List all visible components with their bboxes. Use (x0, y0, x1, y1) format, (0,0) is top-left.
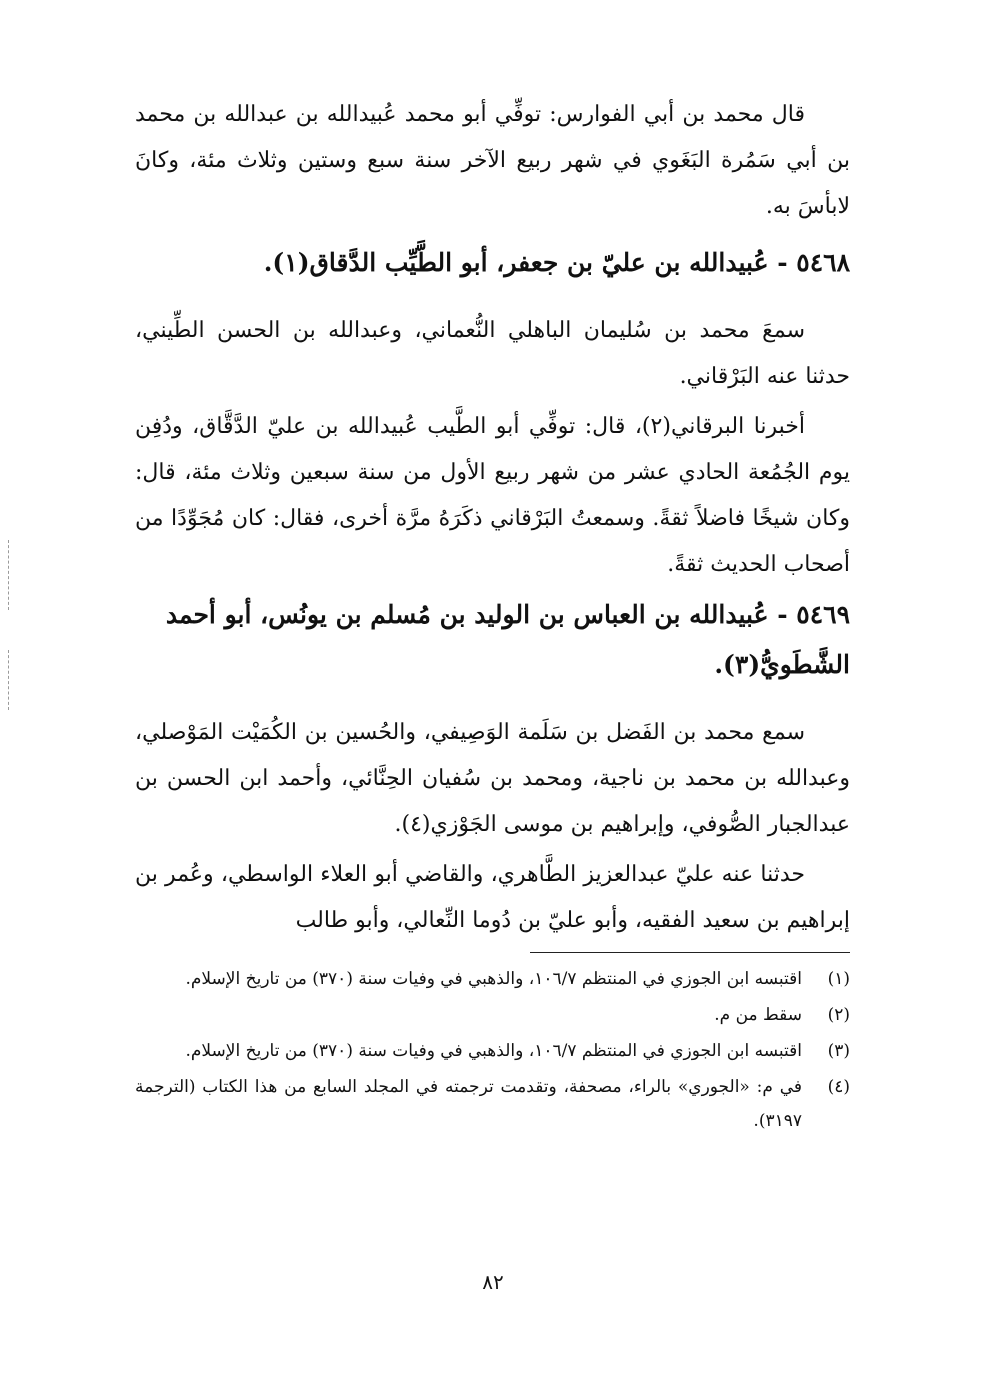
footnote-3 (135, 1034, 850, 1068)
footnote-number: (٢) (827, 1005, 850, 1025)
footnotes (135, 962, 850, 1140)
footnote-2 (135, 998, 850, 1032)
footnote-number: (١) (827, 969, 850, 989)
crop-mark (8, 540, 9, 610)
paragraph-5: حدثنا عنه عليّ عبدالعزيز الطَّاهري، والقاضي أبو العلاء الواسطي، وعُمر بن إبراهيم بن سعيد الفقيه، وأبو عليّ بن دُوما النِّعالي، وأبو طالب (135, 862, 850, 933)
paragraph-3: أخبرنا البرقاني(٢)، قال: توفِّي أبو الطَّيب عُبيدالله بن عليّ الدَّقَّاق، ودُفِن يوم الجُمُعة الحادي عشر من شهر ربيع الأول من سنة سبعين وثلاث مئة، قال: وكان شيخًا فاضلاً ثقةً. وسمعتُ البَرْقاني ذكَرَهُ مرَّة أخرى، فقال: كان مُجَوِّدًا من أصحاب الحديث ثقةً. (135, 414, 850, 577)
entry-heading-5468: ٥٤٦٨ - عُبيدالله بن عليّ بن جعفر، أبو الطَّيِّب الدَّقاق(١). (263, 248, 850, 277)
entry-heading-5469: ٥٤٦٩ - عُبيدالله بن العباس بن الوليد بن مُسلم بن يونُس، أبو أحمد الشَّطَويُّ(٣). (165, 600, 850, 679)
paragraph-4: سمع محمد بن الفَضل بن سَلَمة الوَصِيفي، والحُسين بن الكُمَيْت المَوْصلي، وعبدالله بن محمد بن ناجية، ومحمد بن سُفيان الحِنَّائي، وأحمد ابن الحسن بن عبدالجبار الصُّوفي، وإبراهيم بن موسى الجَوْزي(٤). (135, 720, 850, 837)
footnote-text: اقتبسه ابن الجوزي في المنتظم ١٠٦/٧، والذهبي في وفيات سنة (٣٧٠) من تاريخ الإسلام. (185, 1041, 802, 1061)
footnote-number: (٤) (827, 1077, 850, 1097)
footnote-1 (135, 962, 850, 996)
footnote-number: (٣) (827, 1041, 850, 1061)
footnote-text: في م: «الجوري» بالراء، مصحفة، وتقدمت ترجمته في المجلد السابع من هذا الكتاب (الترجمة ٣١٩٧). (135, 1077, 802, 1131)
page-number: ٨٢ (482, 1270, 504, 1294)
footnote-text: اقتبسه ابن الجوزي في المنتظم ١٠٦/٧، والذهبي في وفيات سنة (٣٧٠) من تاريخ الإسلام. (185, 969, 802, 989)
paragraph-2: سمعَ محمد بن سُليمان الباهلي النُّعماني، وعبدالله بن الحسن الطِّيني، حدثنا عنه البَرْقاني. (135, 318, 850, 389)
paragraph-1: قال محمد بن أبي الفوارس: توفِّي أبو محمد عُبيدالله بن عبدالله بن محمد بن أبي سَمُرة البَغَوي في شهر ربيع الآخر سنة سبع وستين وثلاث مئة، وكانَ لابأسَ به. (135, 102, 850, 219)
footnote-text: سقط من م. (714, 1005, 802, 1025)
footnote-divider (530, 952, 850, 953)
crop-mark (8, 650, 9, 710)
footnote-4 (135, 1070, 850, 1138)
